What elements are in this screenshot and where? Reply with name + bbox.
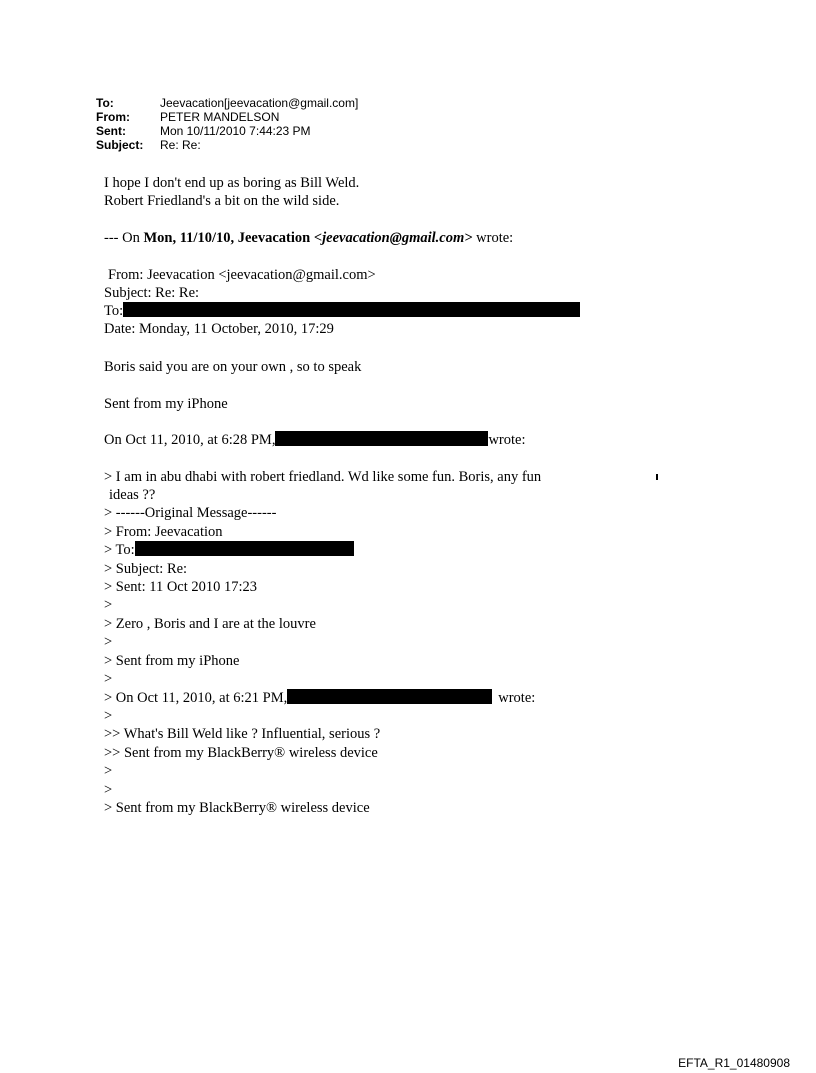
redaction-bar xyxy=(123,302,580,317)
document-id: EFTA_R1_01480908 xyxy=(678,1056,790,1070)
on-oct-628-prefix: On Oct 11, 2010, at 6:28 PM, xyxy=(104,432,276,448)
quote-marker: > xyxy=(104,597,113,613)
sent-label: Sent: xyxy=(96,124,126,138)
wrote-label: wrote: xyxy=(488,432,526,448)
reply-line-2: Robert Friedland's a bit on the wild side. xyxy=(104,193,340,209)
subject-value: Re: Re: xyxy=(160,138,201,152)
redaction-bar xyxy=(287,689,492,704)
quoted-to: To: xyxy=(104,303,124,319)
quote-marker: > xyxy=(104,708,113,724)
quoted-from: From: Jeevacation <jeevacation@gmail.com> xyxy=(108,267,376,283)
abu-dhabi-line-2: ideas ?? xyxy=(109,487,156,503)
to-label: To: xyxy=(96,96,114,110)
wrote-label-2: wrote: xyxy=(498,690,536,706)
blackberry-signature-2: > Sent from my BlackBerry® wireless device xyxy=(104,800,370,816)
to-row xyxy=(96,96,358,110)
on-oct-621-line xyxy=(104,689,535,707)
attrib-prefix: --- On xyxy=(104,230,144,246)
quote-marker: > xyxy=(104,782,113,798)
sent-from-iphone-quoted: > Sent from my iPhone xyxy=(104,653,240,669)
attrib-suffix: wrote: xyxy=(472,230,514,246)
blackberry-signature-1: >> Sent from my BlackBerry® wireless device xyxy=(104,745,378,761)
louvre-line: > Zero , Boris and I are at the louvre xyxy=(104,616,316,632)
original-to: > To: xyxy=(104,542,135,558)
quoted-subject: Subject: Re: Re: xyxy=(104,285,200,301)
original-from: > From: Jeevacation xyxy=(104,524,223,540)
quoted-date: Date: Monday, 11 October, 2010, 17:29 xyxy=(104,321,334,337)
redaction-bar xyxy=(275,431,488,446)
sent-from-iphone: Sent from my iPhone xyxy=(104,396,228,412)
email-header xyxy=(96,96,358,152)
reply-line-1: I hope I don't end up as boring as Bill Weld. xyxy=(104,175,360,191)
attrib-date: Mon, 11/10/10, Jeevacation xyxy=(143,230,314,246)
quote-marker: > xyxy=(104,671,113,687)
bill-weld-question: >> What's Bill Weld like ? Influential, serious ? xyxy=(104,726,381,742)
stray-mark xyxy=(656,474,658,480)
subject-row xyxy=(96,138,358,152)
quoted-to-line xyxy=(104,302,580,320)
sent-value: Mon 10/11/2010 7:44:23 PM xyxy=(160,124,311,138)
redaction-bar xyxy=(135,541,354,556)
to-value: Jeevacation[jeevacation@gmail.com] xyxy=(160,96,359,110)
from-value: PETER MANDELSON xyxy=(160,110,280,124)
attrib-email: <jeevacation@gmail.com> xyxy=(313,230,473,246)
on-oct-628-line xyxy=(104,431,526,449)
original-message-marker: > ------Original Message------ xyxy=(104,505,277,521)
abu-dhabi-line: > I am in abu dhabi with robert friedland. Wd like some fun. Boris, any fun xyxy=(104,469,542,485)
original-sent: > Sent: 11 Oct 2010 17:23 xyxy=(104,579,258,595)
attribution-line xyxy=(104,229,513,247)
from-row xyxy=(96,110,358,124)
quote-marker: > xyxy=(104,763,113,779)
original-to-line xyxy=(104,541,354,559)
original-subject: > Subject: Re: xyxy=(104,561,188,577)
sent-row xyxy=(96,124,358,138)
on-oct-621-prefix: > On Oct 11, 2010, at 6:21 PM, xyxy=(104,690,288,706)
boris-line: Boris said you are on your own , so to speak xyxy=(104,359,362,375)
subject-label: Subject: xyxy=(96,138,144,152)
from-label: From: xyxy=(96,110,130,124)
quote-marker: > xyxy=(104,634,113,650)
